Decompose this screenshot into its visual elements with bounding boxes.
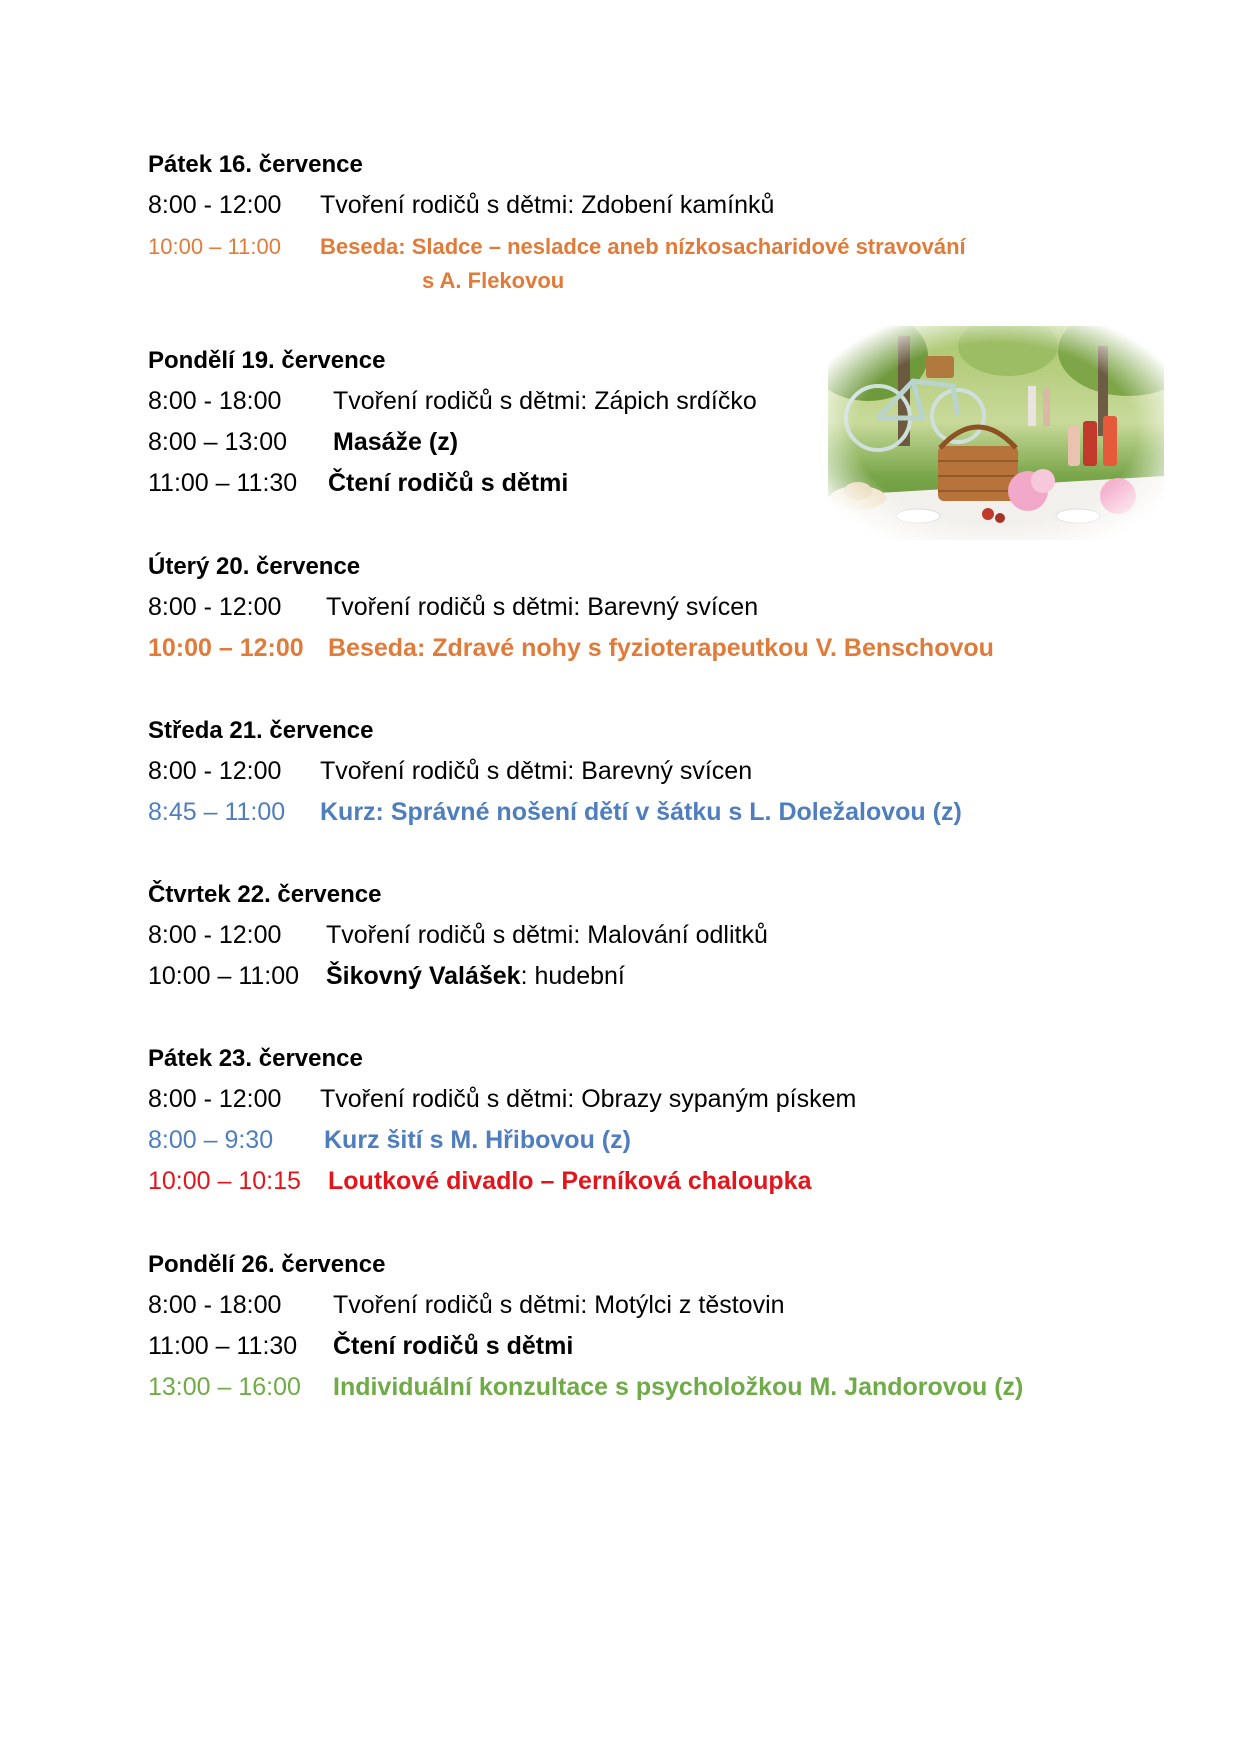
event-text: Tvoření rodičů s dětmi: Motýlci z těstovin — [333, 1291, 785, 1319]
event-text-bold: Šikovný Valášek — [326, 962, 521, 990]
event-time: 8:00 - 12:00 — [148, 1085, 282, 1113]
event-time: 10:00 – 10:15 — [148, 1167, 301, 1195]
event-time: 10:00 – 11:00 — [148, 962, 300, 990]
day-title: Pátek 23. července — [148, 1045, 363, 1072]
event-text: Kurz šití s M. Hřibovou (z) — [324, 1126, 631, 1154]
day-block — [148, 880, 1148, 1002]
event-row — [148, 1372, 1148, 1403]
event-row — [148, 1290, 1148, 1321]
event-time: 8:00 - 18:00 — [148, 1291, 282, 1319]
event-time: 13:00 – 16:00 — [148, 1373, 301, 1401]
event-text: Tvoření rodičů s dětmi: Barevný svícen — [320, 757, 753, 785]
event-text: Čtení rodičů s dětmi — [333, 1332, 574, 1360]
day-title: Středa 21. července — [148, 717, 374, 744]
day-block — [148, 1250, 1148, 1413]
event-time: 8:00 - 12:00 — [148, 921, 282, 949]
event-text-continuation: s A. Flekovou — [422, 268, 565, 293]
day-block — [148, 1044, 1148, 1207]
event-text — [326, 961, 625, 992]
event-time: 11:00 – 11:30 — [148, 1332, 298, 1360]
day-block — [148, 150, 1148, 293]
event-row — [148, 231, 1148, 293]
day-title: Čtvrtek 22. července — [148, 881, 382, 908]
event-text: Beseda: Sladce – nesladce aneb nízkosacharidové stravování — [320, 234, 966, 259]
event-text: Tvoření rodičů s dětmi: Zápich srdíčko — [333, 387, 757, 415]
event-row — [148, 1084, 1148, 1115]
event-row — [148, 1125, 1148, 1156]
event-text: Tvoření rodičů s dětmi: Zdobení kamínků — [320, 191, 775, 219]
event-time: 8:00 – 13:00 — [148, 428, 288, 456]
event-row — [148, 961, 1148, 992]
event-row — [148, 920, 1148, 951]
event-text: Kurz: Správné nošení dětí v šátku s L. Doležalovou (z) — [320, 798, 962, 826]
picnic-photo — [828, 326, 1164, 540]
event-text: Loutkové divadlo – Perníková chaloupka — [328, 1167, 812, 1195]
event-time: 10:00 – 11:00 — [148, 234, 281, 259]
day-title: Pondělí 26. července — [148, 1251, 386, 1278]
event-text: Čtení rodičů s dětmi — [328, 469, 569, 497]
event-row — [148, 756, 1148, 787]
event-time: 8:45 – 11:00 — [148, 798, 286, 826]
event-row — [148, 190, 1148, 221]
event-text: Masáže (z) — [333, 428, 459, 456]
event-text: Tvoření rodičů s dětmi: Obrazy sypaným pískem — [320, 1085, 857, 1113]
event-row — [148, 1331, 1148, 1362]
event-time: 8:00 - 18:00 — [148, 387, 282, 415]
event-row — [148, 592, 1148, 623]
event-text: Individuální konzultace s psycholožkou M. Jandorovou (z) — [333, 1373, 1024, 1401]
event-time: 8:00 - 12:00 — [148, 757, 282, 785]
event-row — [148, 797, 1148, 828]
event-time: 8:00 – 9:30 — [148, 1126, 274, 1154]
day-title: Pátek 16. července — [148, 151, 363, 178]
day-block — [148, 552, 1148, 674]
day-block — [148, 716, 1148, 838]
day-title: Pondělí 19. července — [148, 347, 386, 374]
event-time: 11:00 – 11:30 — [148, 469, 298, 497]
day-title: Úterý 20. července — [148, 553, 361, 580]
event-time: 8:00 - 12:00 — [148, 593, 282, 621]
event-text: Beseda: Zdravé nohy s fyzioterapeutkou V. Benschovou — [328, 634, 994, 662]
event-time: 10:00 – 12:00 — [148, 634, 304, 662]
event-row — [148, 633, 1148, 664]
event-text-rest: : hudební — [520, 962, 625, 990]
event-text: Tvoření rodičů s dětmi: Barevný svícen — [326, 593, 759, 621]
event-time: 8:00 - 12:00 — [148, 191, 282, 219]
event-row — [148, 1166, 1148, 1197]
event-text: Tvoření rodičů s dětmi: Malování odlitků — [326, 921, 768, 949]
